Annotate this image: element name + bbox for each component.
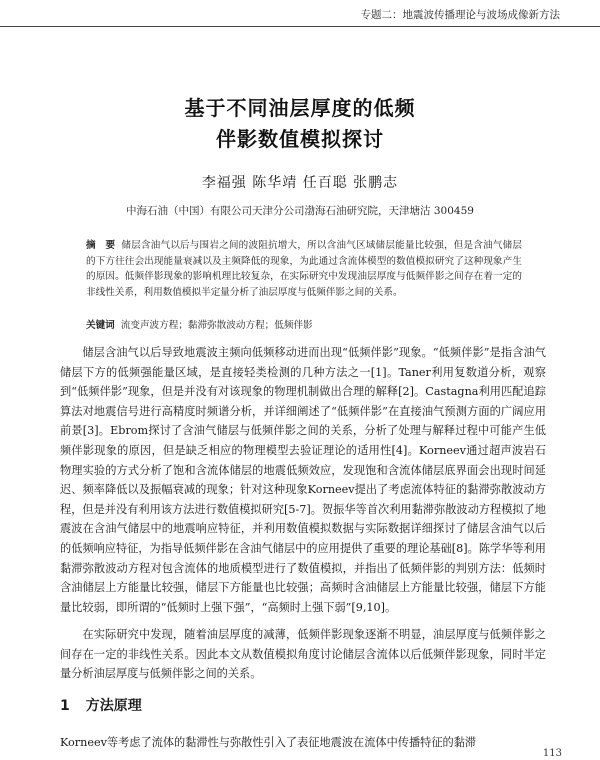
abstract-text: 储层含油气以后与围岩之间的波阻抗增大，所以含油气区域储层能量比较强，但是含油气储层的下方往往会出现能量衰减以及主频降低的现象，为此通过含流体模型的数值模拟研究了这种现象产生的原因。低频伴影现象的影响机理比较复杂，在实际研究中发现油层厚度与低频伴影之间存在着一定的非线性关系，利用数值模拟半定量分析了油层厚度与低频伴影之间的关系。: [86, 240, 523, 298]
method-paragraph: Korneev等考虑了流体的黏滞性与弥散性引入了表征地震波在流体中传播特征的黏滞: [60, 736, 477, 749]
paper-title-line1: 基于不同油层厚度的低频: [184, 96, 416, 120]
section-title: 方法原理: [85, 698, 142, 714]
section-heading: [60, 695, 142, 715]
abstract: [86, 238, 522, 300]
section-number: 1: [60, 698, 70, 714]
running-head-text: 专题二：地震波传播理论与波场成像新方法: [360, 9, 560, 21]
keywords-text: 流变声波方程；黏滞弥散波动方程；低频伴影: [120, 320, 313, 331]
running-head: [0, 0, 600, 27]
abstract-label: 摘 要: [86, 240, 116, 251]
intro-paragraph-2: 在实际研究中发现，随着油层厚度的减薄，低频伴影现象逐渐不明显，油层厚度与低频伴影之间存在一定的非线性关系。因此本文从数值模拟角度讨论储层含流体以后低频伴影现象，同时半定量分析油层厚度与低频伴影之间的关系。: [60, 628, 546, 681]
keywords-label: 关键词: [86, 320, 115, 331]
intro-paragraph-1: 储层含油气以后导致地震波主频向低频移动进而出现“低频伴影”现象。“低频伴影”是指含油气储层下方的低频强能量区域，是直接轻类检测的几种方法之一[1]。Taner利用复数道分析，观察到“低频伴影”现象，但是并没有对该现象的物理机制做出合理的解释[2]。Castagna利用匹配追踪算法对地震信号进行高精度时频谱分析，并详细阐述了“低频伴影”在直接油气预测方面的广阔应用前景[3]。Ebrom探讨了含油气储层与低频伴影之间的关系，分析了处理与解释过程中可能产生低频伴影现象的原因，但是缺乏相应的物理模型去验证理论的适用性[4]。Korneev通过超声波岩石物理实验的方式分析了饱和含流体储层的地震低频效应，发现饱和含流体储层底界面会出现时间延迟、频率降低以及振幅衰减的现象；针对这种现象Korneev提出了考虑流体特征的黏滞弥散波动方程，但是并没有利用该方法进行数值模拟研究[5-7]。贺振华等首次利用黏滞弥散波动方程模拟了地震波在含油气储层中的地震响应特征，并利用数值模拟数据与实际数据详细探讨了储层含油气以后的低频响应特征，为指导低频伴影在含油气储层中的应用提供了重要的理论基础[8]。陈学华等利用黏滞弥散波动方程对包含流体的地质模型进行了数值模拟，并指出了低频伴影的判别方法：低频时含油储层上方能量比较强，储层下方能量也比较强；高频时含油储层上方能量比较强，储层下方能量比较弱，即所谓的“低频时上强下强”，“高频时上强下弱”[9,10]。: [60, 346, 546, 614]
affiliation: 中海石油（中国）有限公司天津分公司渤海石油研究院，天津塘沽 300459: [126, 205, 474, 217]
authors: 李福强 陈华靖 任百聪 张鹏志: [201, 175, 399, 191]
keywords: [86, 318, 522, 333]
page-number: 113: [542, 748, 562, 759]
paper-title-line2: 伴影数值模拟探讨: [216, 127, 384, 151]
